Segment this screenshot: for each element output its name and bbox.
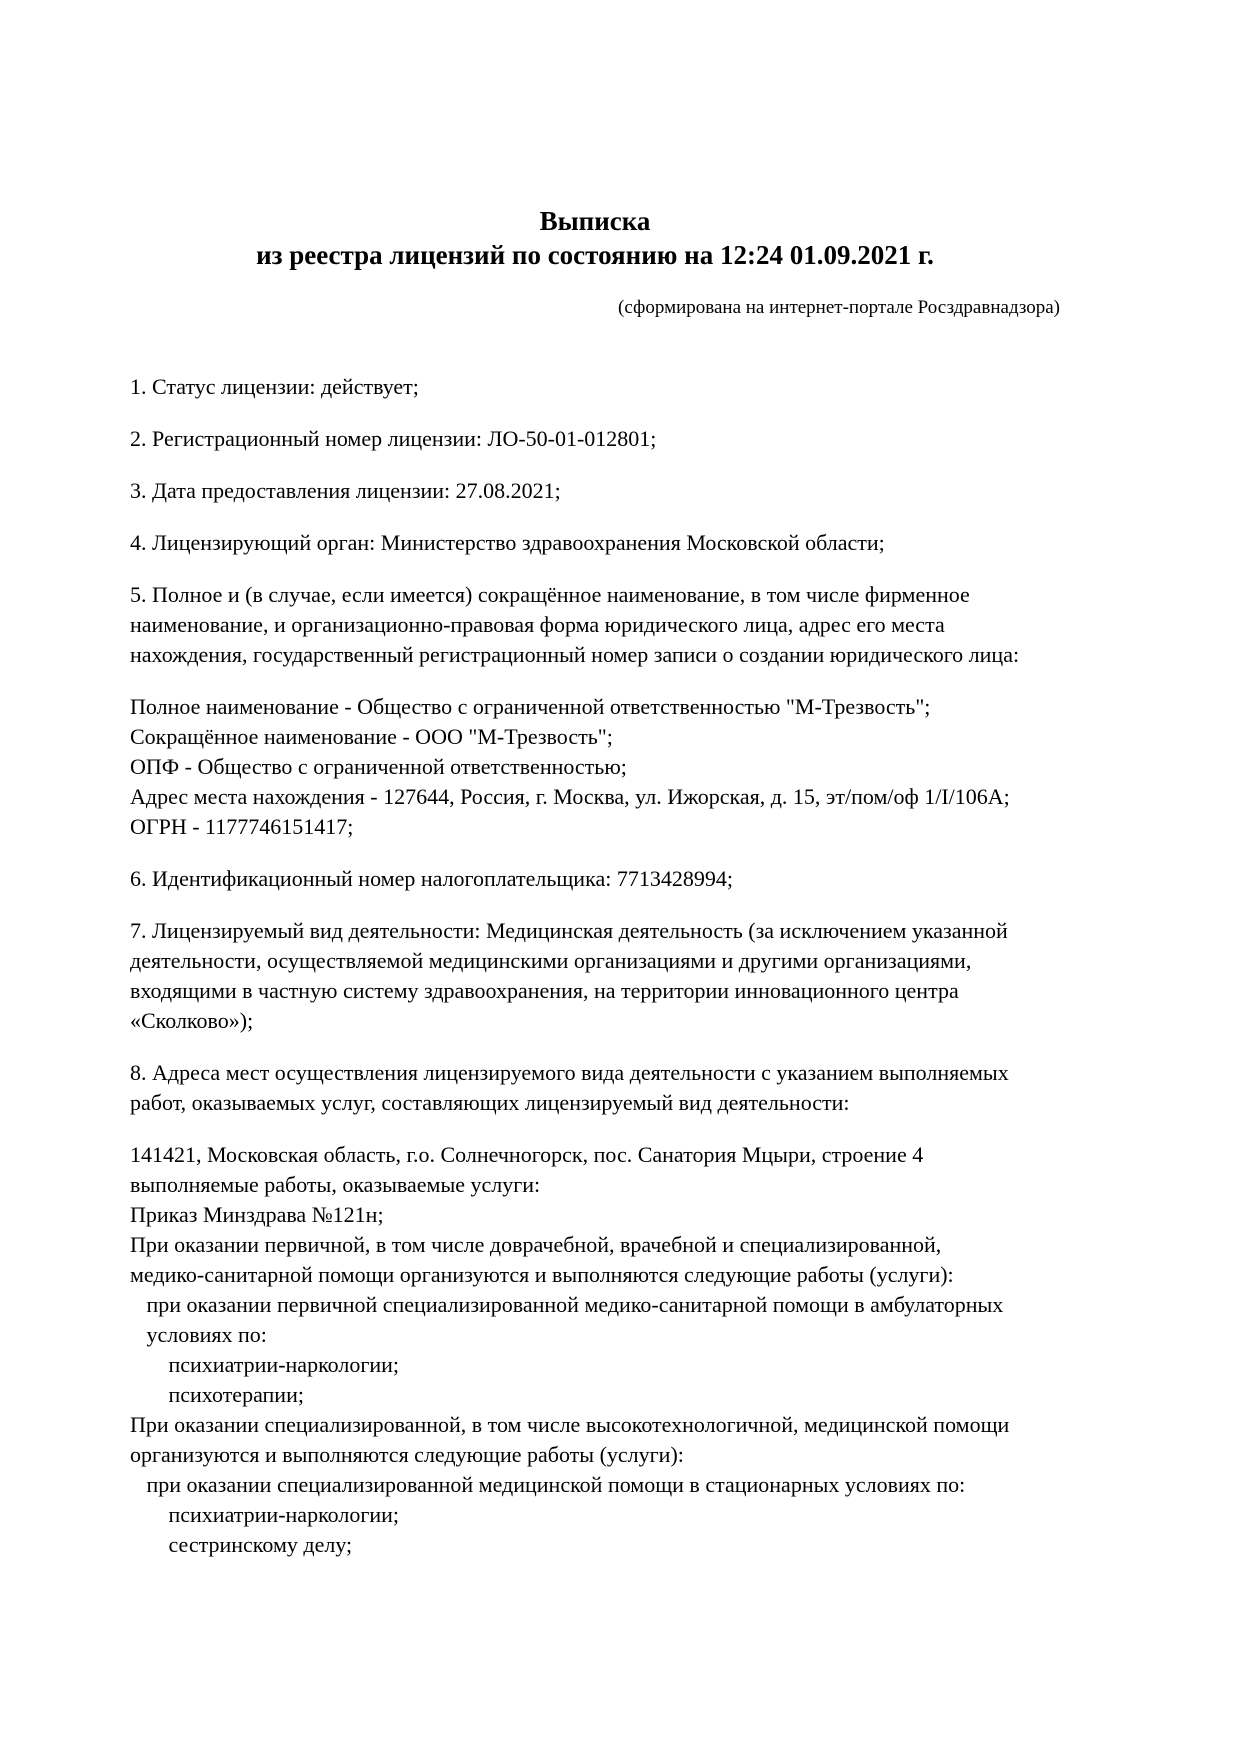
paragraph-licensed-activity <box>130 916 1060 1036</box>
text-line: 6. Идентификационный номер налогоплательщика: 7713428994; <box>130 866 733 891</box>
text-line: 1. Статус лицензии: действует; <box>130 374 419 399</box>
text-line: «Сколково»); <box>130 1008 254 1033</box>
paragraph-org-details <box>130 692 1060 842</box>
text-line: наименование, и организационно-правовая форма юридического лица, адрес его места <box>130 612 945 637</box>
text-line: 141421, Московская область, г.о. Солнечногорск, пос. Санатория Мцыри, строение 4 <box>130 1142 924 1167</box>
text-line: при оказании специализированной медицинской помощи в стационарных условиях по: <box>130 1472 966 1497</box>
text-line: 5. Полное и (в случае, если имеется) сокращённое наименование, в том числе фирменное <box>130 582 970 607</box>
text-line: психиатрии-наркологии; <box>130 1502 400 1527</box>
text-line: сестринскому делу; <box>130 1532 353 1557</box>
text-line: При оказании специализированной, в том числе высокотехнологичной, медицинской помощи <box>130 1412 1010 1437</box>
text-line: 8. Адреса мест осуществления лицензируемого вида деятельности с указанием выполняемых <box>130 1060 1009 1085</box>
text-line: работ, оказываемых услуг, составляющих лицензируемый вид деятельности: <box>130 1090 850 1115</box>
document-content <box>130 0 1060 1560</box>
document-subtitle: (сформирована на интернет-портале Росздравнадзора) <box>618 297 1060 318</box>
text-line: медико-санитарной помощи организуются и выполняются следующие работы (услуги): <box>130 1262 954 1287</box>
text-line: условиях по: <box>130 1322 267 1347</box>
paragraph-address-and-works <box>130 1140 1060 1560</box>
document-title <box>130 204 1060 272</box>
text-line: нахождения, государственный регистрационный номер записи о создании юридического лица: <box>130 642 1020 667</box>
paragraph-addresses-heading <box>130 1058 1060 1118</box>
paragraph-registration-number <box>130 424 1060 454</box>
text-line: ОПФ - Общество с ограниченной ответственностью; <box>130 754 627 779</box>
paragraph-taxpayer-number <box>130 864 1060 894</box>
paragraph-org-naming-heading <box>130 580 1060 670</box>
text-line: 3. Дата предоставления лицензии: 27.08.2021; <box>130 478 561 503</box>
text-line: 2. Регистрационный номер лицензии: ЛО-50-01-012801; <box>130 426 657 451</box>
text-line: деятельности, осуществляемой медицинскими организациями и другими организациями, <box>130 948 972 973</box>
text-line: психотерапии; <box>130 1382 304 1407</box>
document-body <box>130 372 1060 1560</box>
text-line: Адрес места нахождения - 127644, Россия, г. Москва, ул. Ижорская, д. 15, эт/пом/оф 1/I/106А; <box>130 784 1010 809</box>
paragraph-grant-date <box>130 476 1060 506</box>
text-line: Сокращённое наименование - ООО "М-Трезвость"; <box>130 724 613 749</box>
paragraph-licensing-authority <box>130 528 1060 558</box>
text-line: При оказании первичной, в том числе доврачебной, врачебной и специализированной, <box>130 1232 942 1257</box>
text-line: 4. Лицензирующий орган: Министерство здравоохранения Московской области; <box>130 530 885 555</box>
text-line: Полное наименование - Общество с ограниченной ответственностью "М-Трезвость"; <box>130 694 931 719</box>
text-line: психиатрии-наркологии; <box>130 1352 400 1377</box>
text-line: Приказ Минздрава №121н; <box>130 1202 384 1227</box>
text-line: входящими в частную систему здравоохранения, на территории инновационного центра <box>130 978 959 1003</box>
text-line: при оказании первичной специализированной медико-санитарной помощи в амбулаторных <box>130 1292 1004 1317</box>
title-line-1: Выписка <box>539 206 651 236</box>
text-line: организуются и выполняются следующие работы (услуги): <box>130 1442 684 1467</box>
paragraph-license-status <box>130 372 1060 402</box>
text-line: выполняемые работы, оказываемые услуги: <box>130 1172 541 1197</box>
text-line: ОГРН - 1177746151417; <box>130 814 354 839</box>
text-line: 7. Лицензируемый вид деятельности: Медицинская деятельность (за исключением указанной <box>130 918 1008 943</box>
title-line-2: из реестра лицензий по состоянию на 12:24 01.09.2021 г. <box>256 240 934 270</box>
